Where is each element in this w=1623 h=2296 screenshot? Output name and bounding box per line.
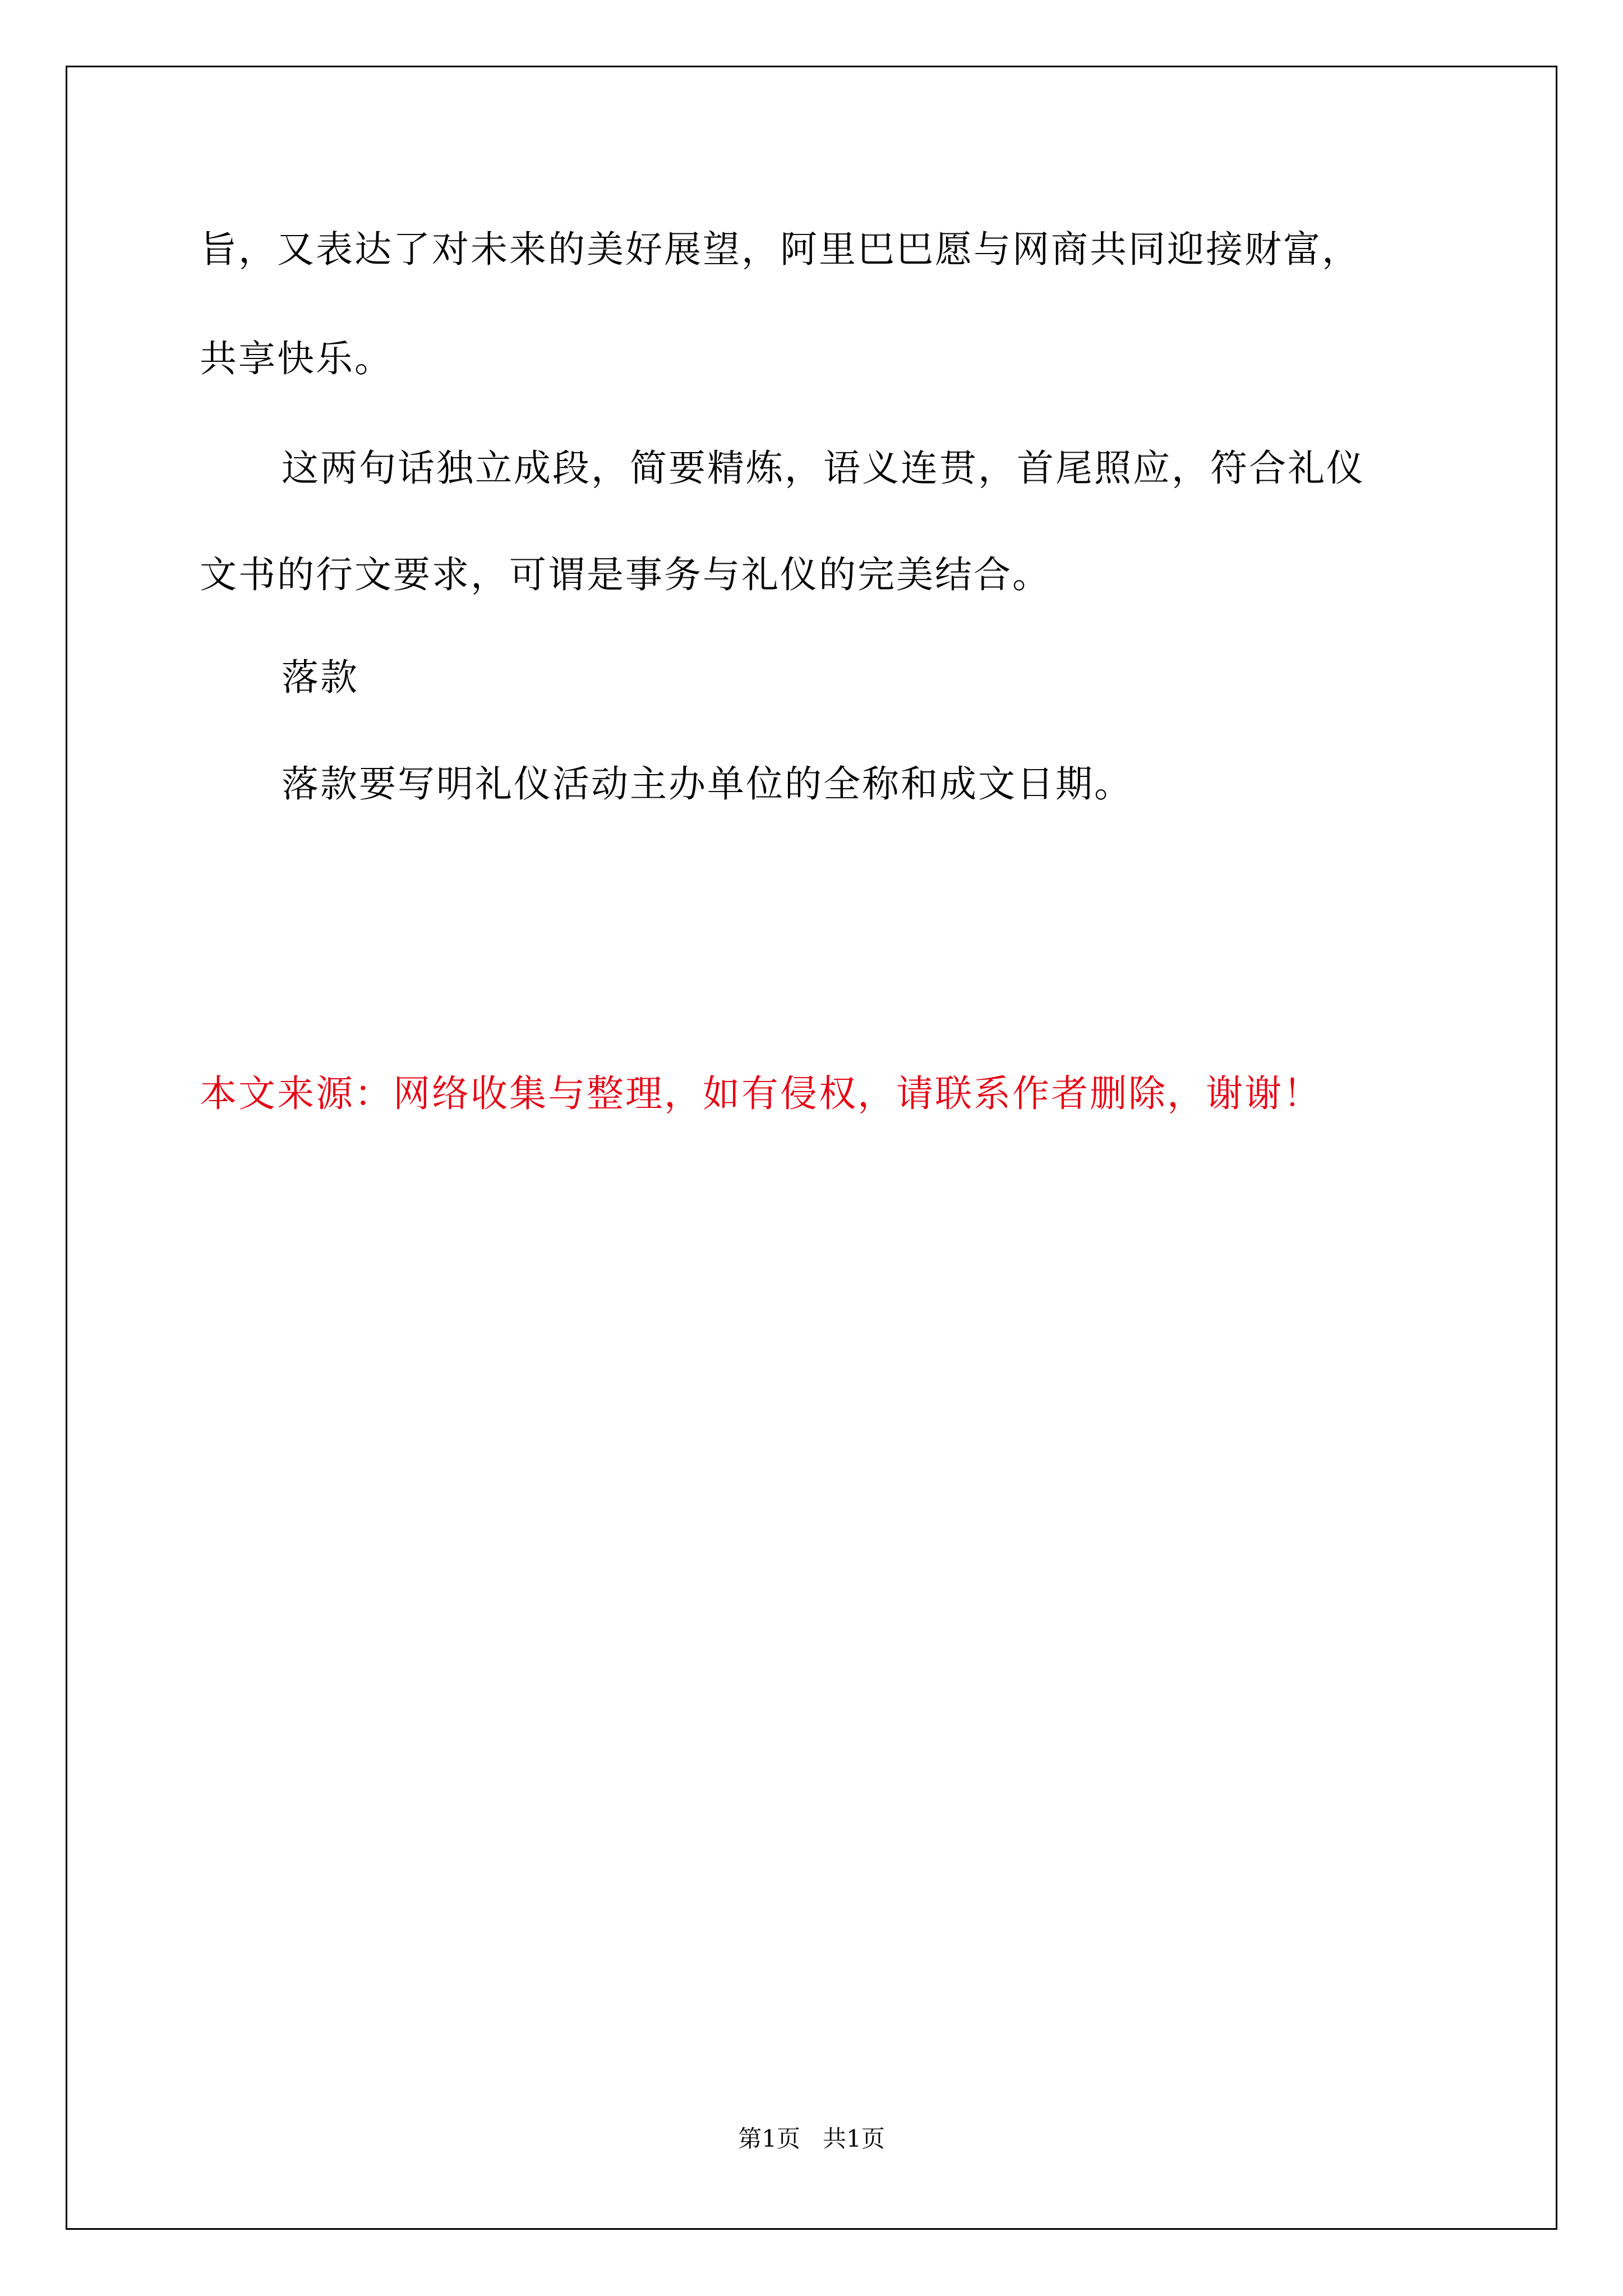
source-note: 本文来源：网络收集与整理，如有侵权，请联系作者删除，谢谢！ [200, 1072, 1322, 1115]
body-line-6: 落款要写明礼仪活动主办单位的全称和成文日期。 [282, 762, 1133, 806]
section-heading-signature: 落款 [282, 656, 359, 699]
body-line-3: 这两句话独立成段，简要精炼，语义连贯，首尾照应，符合礼仪 [282, 447, 1365, 490]
body-line-1: 旨，又表达了对未来的美好展望，阿里巴巴愿与网商共同迎接财富， [200, 228, 1361, 271]
body-line-4: 文书的行文要求，可谓是事务与礼仪的完美结合。 [200, 553, 1051, 596]
body-line-2: 共享快乐。 [200, 337, 393, 380]
page-border [66, 66, 1557, 2230]
page-footer: 第1页 共1页 [738, 2125, 885, 2152]
